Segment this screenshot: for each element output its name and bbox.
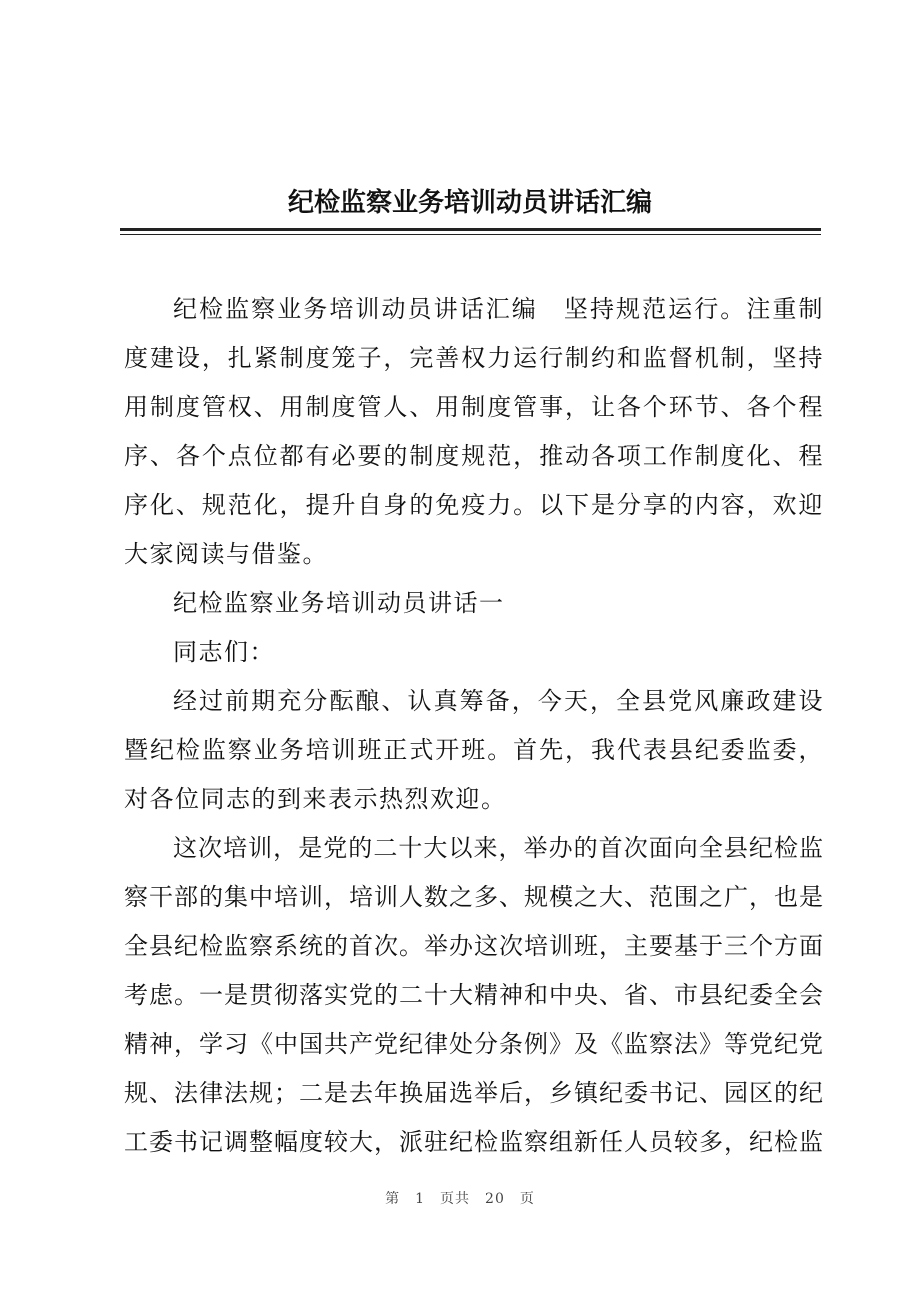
title-underline-thin xyxy=(120,234,821,235)
page-number-footer: 第 1 页共 20 页 xyxy=(385,1191,535,1207)
title-underline-thick xyxy=(120,228,821,231)
section-heading: 纪检监察业务培训动员讲话一 xyxy=(173,589,505,617)
document-body xyxy=(124,285,824,1167)
intro-paragraph: 纪检监察业务培训动员讲话汇编 坚持规范运行。注重制度建设，扎紧制度笼子，完善权力运行制约和监督机制，坚持用制度管权、用制度管人、用制度管事，让各个环节、各个程序、各个点位都有必要的制度规范，推动各项工作制度化、程序化、规范化，提升自身的免疫力。以下是分享的内容，欢迎大家阅读与借鉴。 xyxy=(124,295,824,568)
body-paragraph: 这次培训，是党的二十大以来，举办的首次面向全县纪检监察干部的集中培训，培训人数之多、规模之大、范围之广，也是全县纪检监察系统的首次。举办这次培训班，主要基于三个方面考虑。一是贯彻落实党的二十大精神和中央、省、市县纪委全会精神，学习《中国共产党纪律处分条例》及《监察法》等党纪党规、法律法规；二是去年换届选举后，乡镇纪委书记、园区的纪工委书记调整幅度较大，派驻纪检监察组新任人员较多，纪检监 xyxy=(124,834,824,1156)
document-title: 纪检监察业务培训动员讲话汇编 xyxy=(287,188,652,218)
salutation: 同志们： xyxy=(173,638,275,666)
body-paragraph: 经过前期充分酝酿、认真筹备，今天，全县党风廉政建设暨纪检监察业务培训班正式开班。首先，我代表县纪委监委，对各位同志的到来表示热烈欢迎。 xyxy=(124,687,824,813)
